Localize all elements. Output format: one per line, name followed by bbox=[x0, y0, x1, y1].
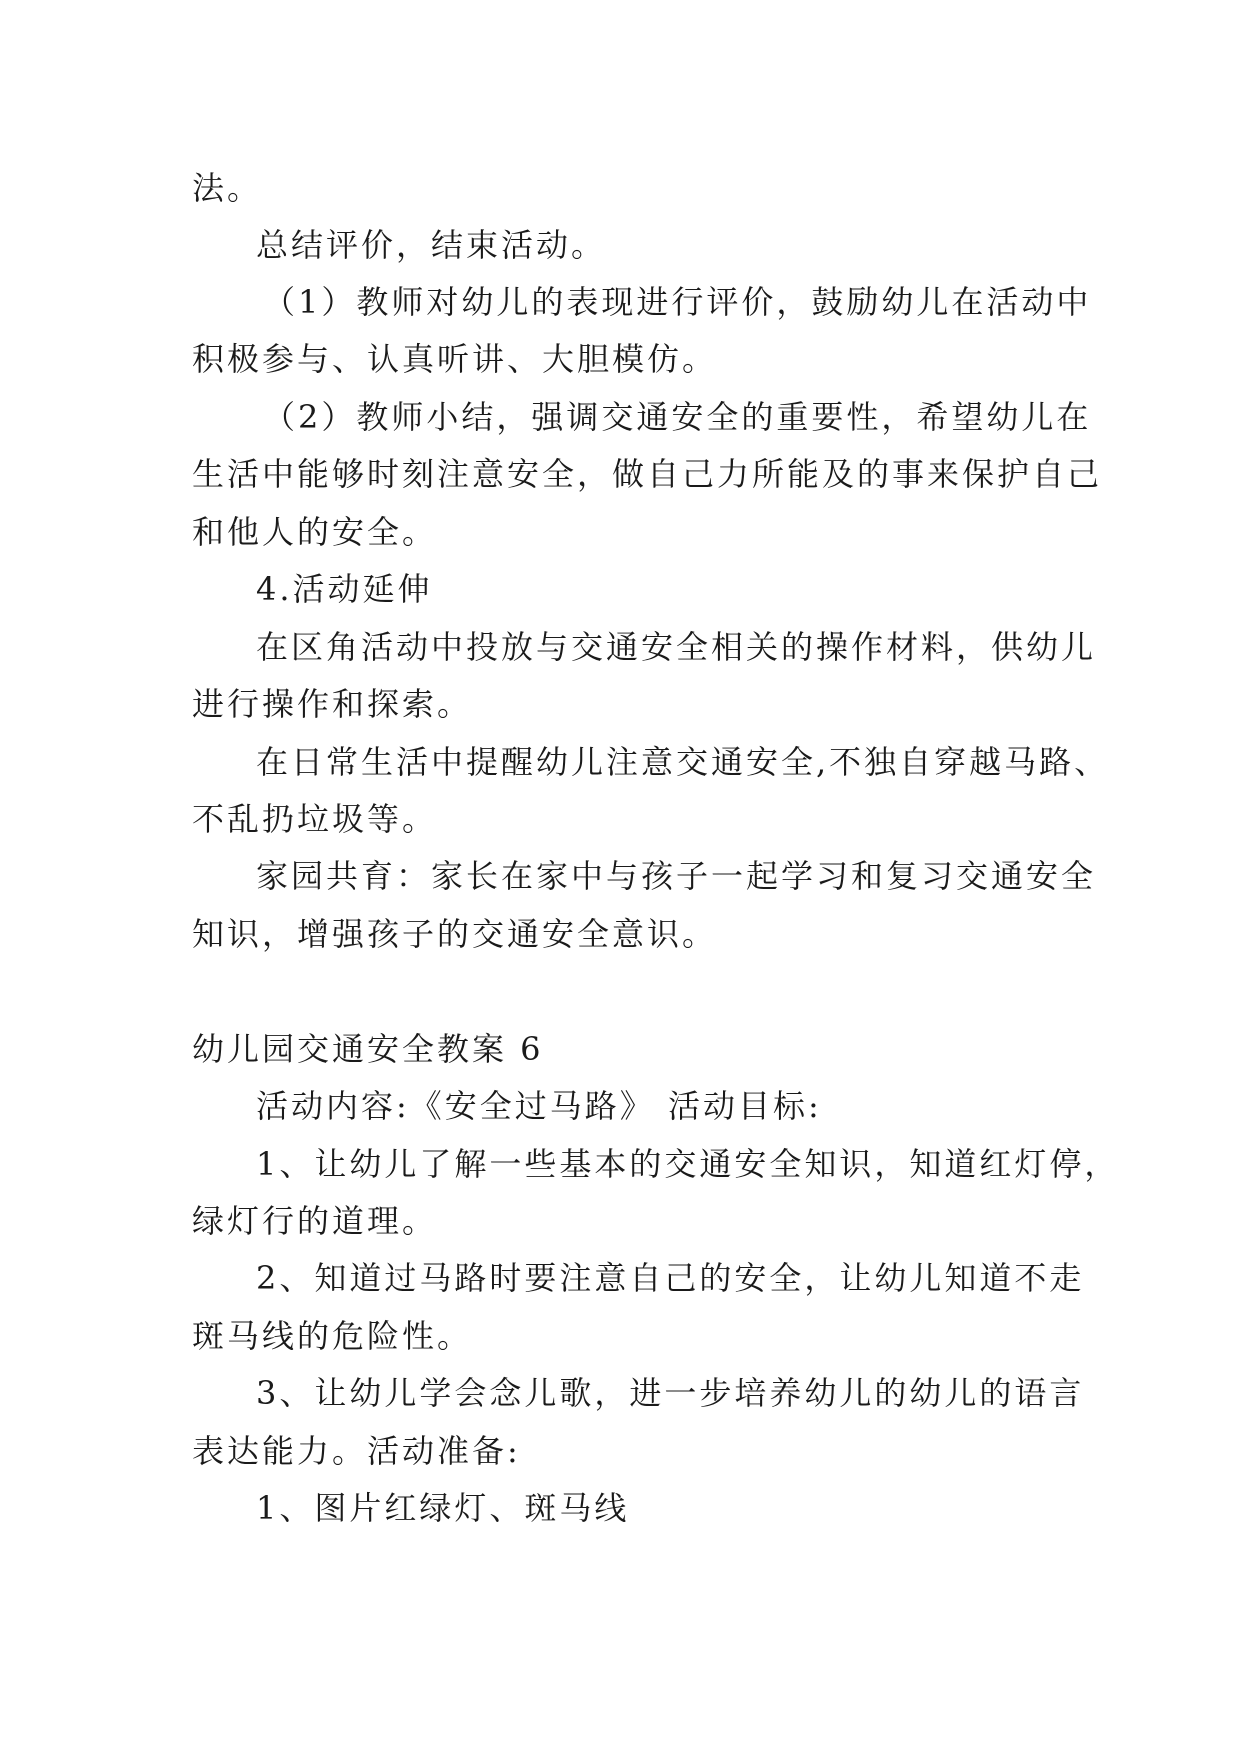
text-line: 斑马线的危险性。 bbox=[192, 1317, 473, 1355]
text-line: 绿灯行的道理。 bbox=[192, 1202, 438, 1240]
text-line: 4.活动延伸 bbox=[256, 570, 433, 608]
text-line: 知识，增强孩子的交通安全意识。 bbox=[192, 915, 718, 953]
text-line: 1、让幼儿了解一些基本的交通安全知识，知道红灯停， bbox=[256, 1145, 1120, 1183]
text-line: 在区角活动中投放与交通安全相关的操作材料，供幼儿 bbox=[256, 628, 1097, 666]
text-line: 生活中能够时刻注意安全，做自己力所能及的事来保护自己 bbox=[192, 455, 1103, 493]
text-line: 3、让幼儿学会念儿歌，进一步培养幼儿的幼儿的语言 bbox=[256, 1374, 1085, 1412]
text-line: （2）教师小结，强调交通安全的重要性，希望幼儿在 bbox=[263, 398, 1092, 436]
text-line: 和他人的安全。 bbox=[192, 513, 438, 551]
text-line: 在日常生活中提醒幼儿注意交通安全,不独自穿越马路、 bbox=[256, 743, 1110, 781]
text-line: 2、知道过马路时要注意自己的安全，让幼儿知道不走 bbox=[256, 1259, 1085, 1297]
text-line: 总结评价，结束活动。 bbox=[256, 226, 607, 264]
section-heading: 幼儿园交通安全教案 6 bbox=[192, 1030, 544, 1068]
text-line: 进行操作和探索。 bbox=[192, 685, 473, 723]
text-line: 法。 bbox=[192, 169, 263, 207]
text-line: 1、图片红绿灯、斑马线 bbox=[256, 1489, 630, 1527]
text-line: 表达能力。活动准备: bbox=[192, 1432, 521, 1470]
text-line: 家园共育：家长在家中与孩子一起学习和复习交通安全 bbox=[256, 857, 1097, 895]
text-line: 积极参与、认真听讲、大胆模仿。 bbox=[192, 340, 718, 378]
text-line: （1）教师对幼儿的表现进行评价，鼓励幼儿在活动中 bbox=[263, 283, 1092, 321]
text-line: 不乱扔垃圾等。 bbox=[192, 800, 438, 838]
text-line: 活动内容:《安全过马路》 活动目标: bbox=[256, 1087, 822, 1125]
